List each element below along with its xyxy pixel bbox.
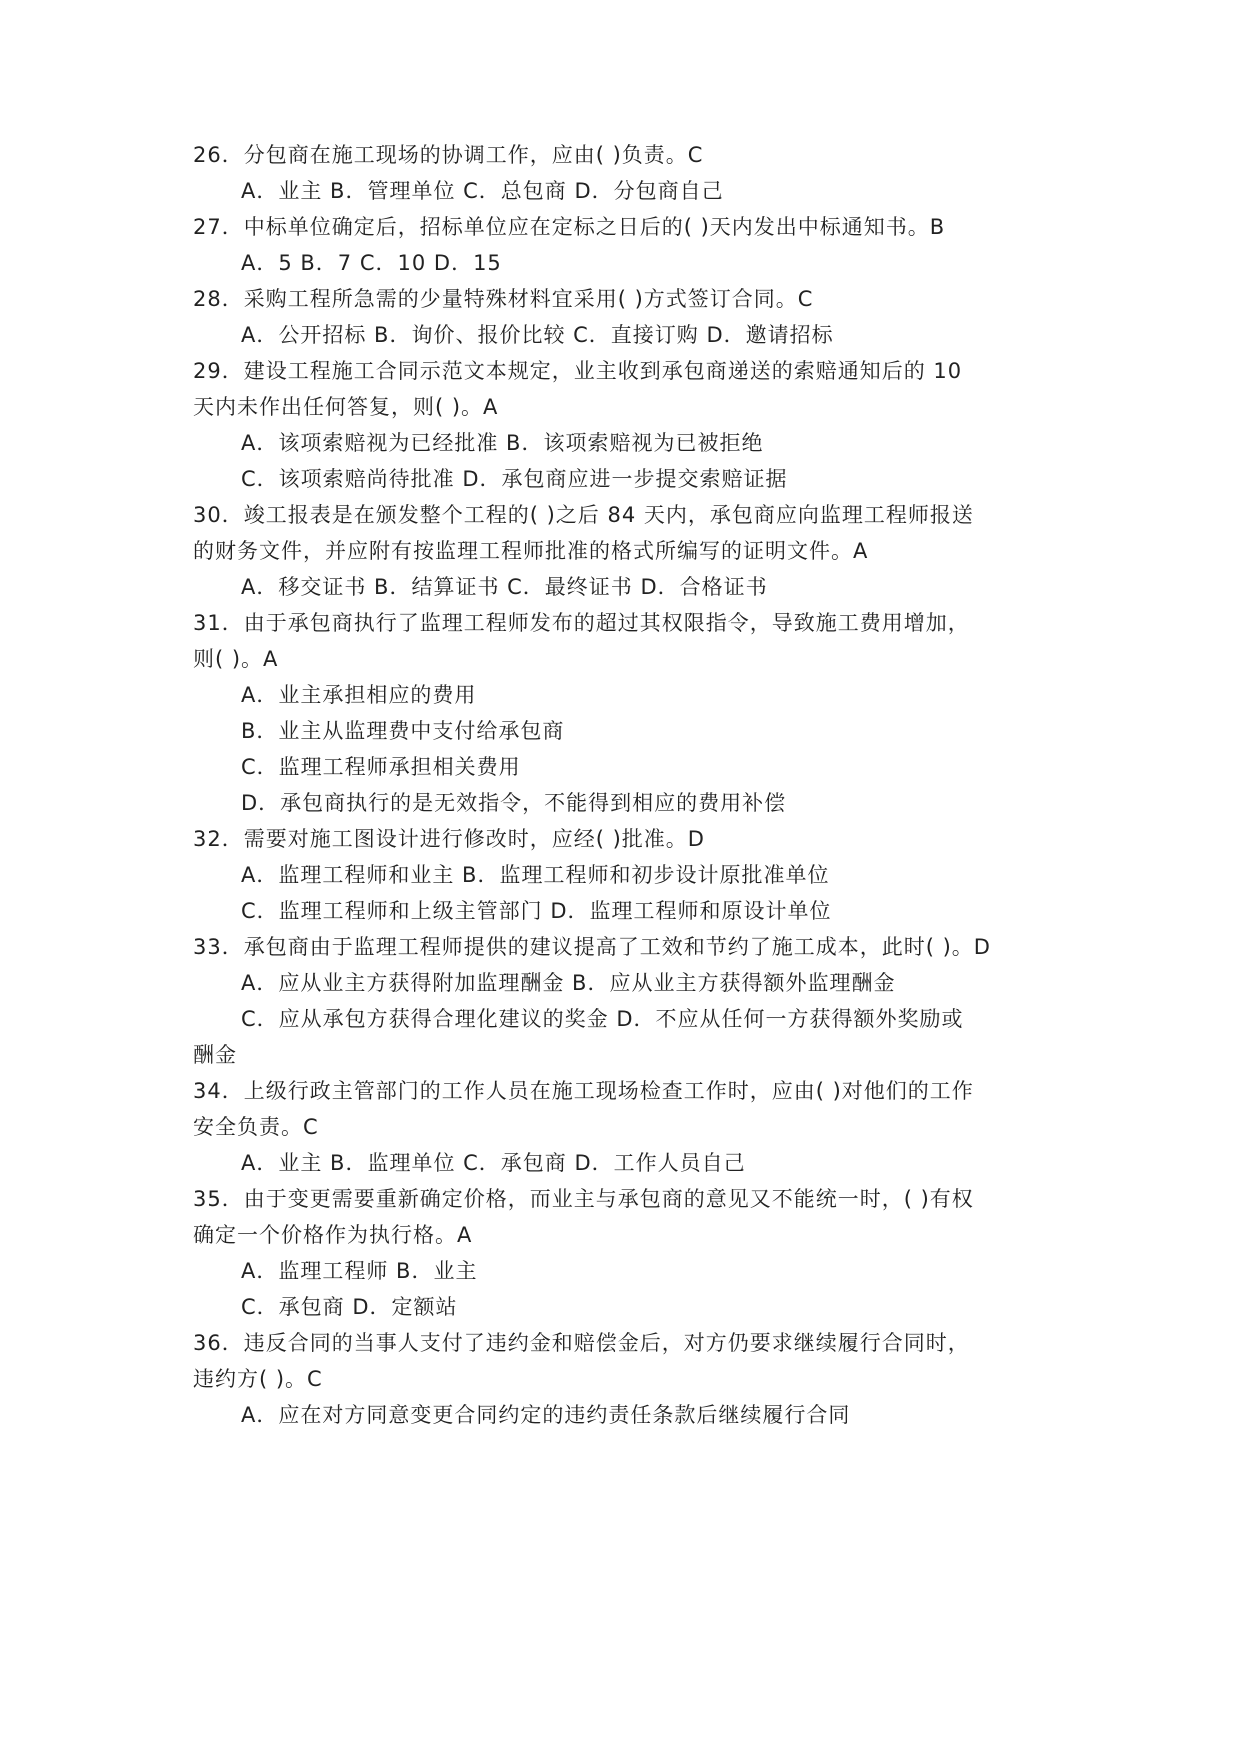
question-27-options: A．5 B．7 C．10 D．15 bbox=[241, 251, 502, 275]
question-36: 36．违反合同的当事人支付了违约金和赔偿金后，对方仍要求继续履行合同时， bbox=[193, 1331, 970, 1355]
question-31-continued: 则( )。A bbox=[193, 647, 279, 671]
question-26: 26．分包商在施工现场的协调工作，应由( )负责。C bbox=[193, 143, 704, 167]
question-33: 33．承包商由于监理工程师提供的建议提高了工效和节约了施工成本，此时( )。D bbox=[193, 935, 991, 959]
question-32-options-cd: C．监理工程师和上级主管部门 D．监理工程师和原设计单位 bbox=[241, 899, 832, 923]
question-34: 34．上级行政主管部门的工作人员在施工现场检查工作时，应由( )对他们的工作 bbox=[193, 1079, 974, 1103]
question-27: 27．中标单位确定后，招标单位应在定标之日后的( )天内发出中标通知书。B bbox=[193, 215, 946, 239]
question-33-options-cd: C．应从承包方获得合理化建议的奖金 D．不应从任何一方获得额外奖励或 bbox=[241, 1007, 964, 1031]
question-35-options-cd: C．承包商 D．定额站 bbox=[241, 1295, 458, 1319]
question-29: 29．建设工程施工合同示范文本规定，业主收到承包商递送的索赔通知后的 10 bbox=[193, 359, 963, 383]
question-33-options-continued: 酬金 bbox=[193, 1043, 237, 1067]
question-35-continued: 确定一个价格作为执行格。A bbox=[193, 1223, 473, 1247]
question-31-option-d: D．承包商执行的是无效指令，不能得到相应的费用补偿 bbox=[241, 791, 787, 815]
question-35-options-ab: A．监理工程师 B．业主 bbox=[241, 1259, 478, 1283]
question-26-options: A．业主 B．管理单位 C．总包商 D．分包商自己 bbox=[241, 179, 724, 203]
question-33-options-ab: A．应从业主方获得附加监理酬金 B．应从业主方获得额外监理酬金 bbox=[241, 971, 896, 995]
question-32: 32．需要对施工图设计进行修改时，应经( )批准。D bbox=[193, 827, 705, 851]
question-35: 35．由于变更需要重新确定价格，而业主与承包商的意见又不能统一时，( )有权 bbox=[193, 1187, 974, 1211]
question-28: 28．采购工程所急需的少量特殊材料宜采用( )方式签订合同。C bbox=[193, 287, 814, 311]
question-30-continued: 的财务文件，并应附有按监理工程师批准的格式所编写的证明文件。A bbox=[193, 539, 869, 563]
question-29-continued: 天内未作出任何答复，则( )。A bbox=[193, 395, 499, 419]
question-31-option-b: B．业主从监理费中支付给承包商 bbox=[241, 719, 565, 743]
question-29-options-cd: C．该项索赔尚待批准 D．承包商应进一步提交索赔证据 bbox=[241, 467, 788, 491]
question-31-option-a: A．业主承担相应的费用 bbox=[241, 683, 477, 707]
question-31: 31．由于承包商执行了监理工程师发布的超过其权限指令，导致施工费用增加， bbox=[193, 611, 970, 635]
question-30-options: A．移交证书 B．结算证书 C．最终证书 D．合格证书 bbox=[241, 575, 768, 599]
question-30: 30．竣工报表是在颁发整个工程的( )之后 84 天内，承包商应向监理工程师报送 bbox=[193, 503, 974, 527]
question-34-options: A．业主 B．监理单位 C．承包商 D．工作人员自己 bbox=[241, 1151, 746, 1175]
question-31-option-c: C．监理工程师承担相关费用 bbox=[241, 755, 521, 779]
question-36-option-a: A．应在对方同意变更合同约定的违约责任条款后继续履行合同 bbox=[241, 1403, 851, 1427]
question-34-continued: 安全负责。C bbox=[193, 1115, 319, 1139]
question-28-options: A．公开招标 B．询价、报价比较 C．直接订购 D．邀请招标 bbox=[241, 323, 834, 347]
question-36-continued: 违约方( )。C bbox=[193, 1367, 323, 1391]
question-32-options-ab: A．监理工程师和业主 B．监理工程师和初步设计原批准单位 bbox=[241, 863, 830, 887]
question-29-options-ab: A．该项索赔视为已经批准 B．该项索赔视为已被拒绝 bbox=[241, 431, 764, 455]
